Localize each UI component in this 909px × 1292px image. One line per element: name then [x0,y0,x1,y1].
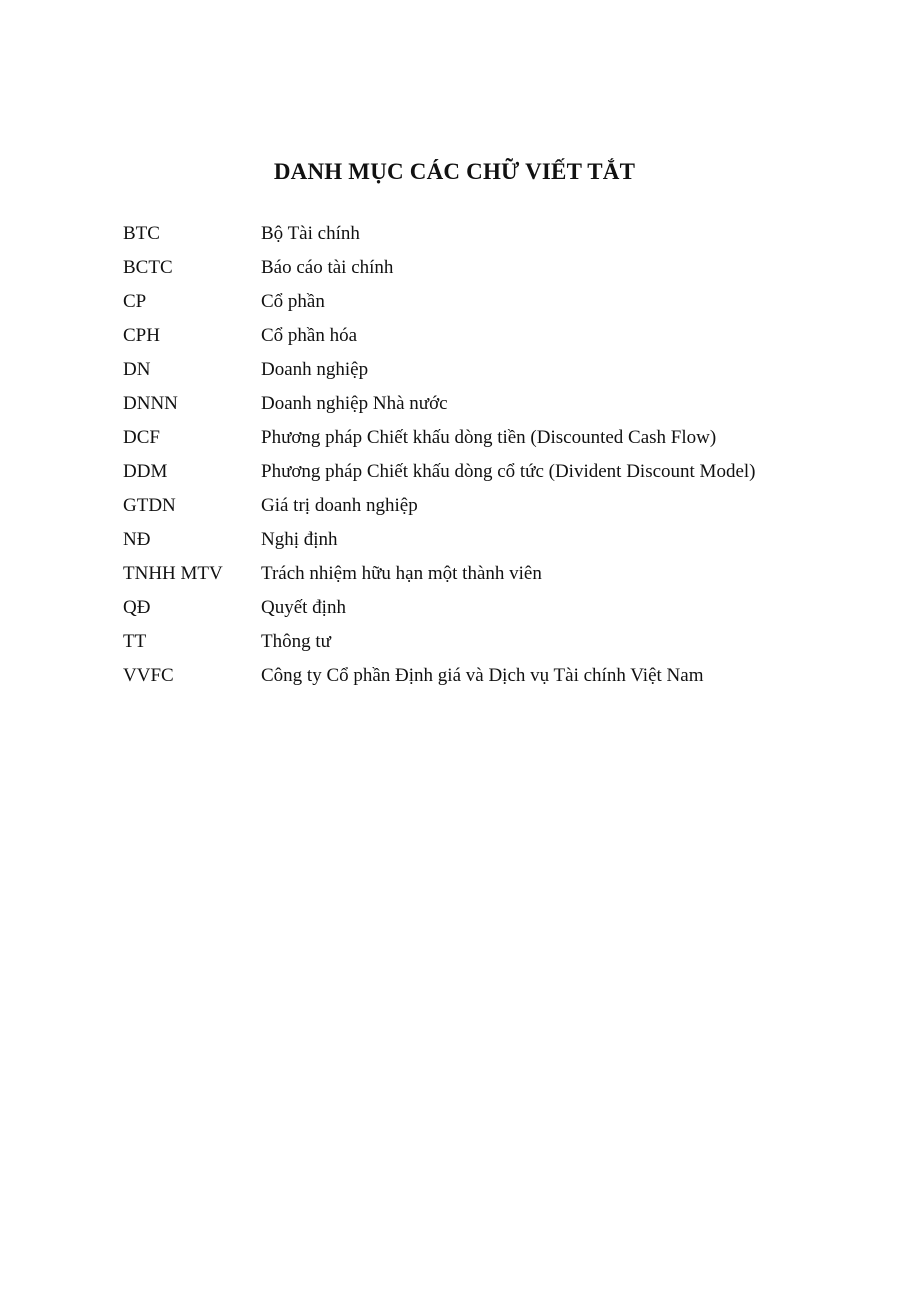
abbreviation-term: GTDN [123,495,176,516]
abbreviation-definition: Doanh nghiệp Nhà nước [261,393,448,414]
abbreviation-term: DDM [123,461,168,482]
abbreviation-row [123,455,823,489]
abbreviation-term: BTC [123,223,160,244]
abbreviation-row [123,659,823,693]
abbreviation-row [123,591,823,625]
abbreviation-row [123,625,823,659]
abbreviation-definition: Nghị định [261,529,338,550]
abbreviation-definition: Phương pháp Chiết khấu dòng tiền (Discounted Cash Flow) [261,427,717,448]
abbreviation-list [123,217,823,693]
abbreviation-definition: Bộ Tài chính [261,223,360,244]
abbreviation-definition: Giá trị doanh nghiệp [261,495,418,516]
abbreviation-definition: Phương pháp Chiết khấu dòng cổ tức (Divident Discount Model) [261,461,756,482]
abbreviation-term: DNNN [123,393,178,414]
abbreviation-definition: Trách nhiệm hữu hạn một thành viên [261,563,542,584]
abbreviation-row [123,217,823,251]
abbreviation-row [123,489,823,523]
abbreviation-row [123,387,823,421]
abbreviation-row [123,285,823,319]
abbreviation-definition: Công ty Cổ phần Định giá và Dịch vụ Tài chính Việt Nam [261,665,704,686]
abbreviation-row [123,319,823,353]
abbreviation-row [123,421,823,455]
abbreviation-term: CP [123,291,147,312]
abbreviation-definition: Cổ phần [261,291,325,312]
abbreviation-term: BCTC [123,257,173,278]
abbreviation-term: TT [123,631,147,652]
abbreviation-term: CPH [123,325,160,346]
abbreviation-definition: Cổ phần hóa [261,325,358,346]
abbreviation-row [123,353,823,387]
abbreviation-term: NĐ [123,529,151,550]
abbreviation-definition: Thông tư [261,631,331,652]
abbreviation-row [123,523,823,557]
abbreviation-term: QĐ [123,597,151,618]
abbreviation-definition: Báo cáo tài chính [261,257,394,278]
abbreviation-term: VVFC [123,665,174,686]
abbreviation-term: DN [123,359,151,380]
page-title: DANH MỤC CÁC CHỮ VIẾT TẮT [273,159,636,185]
abbreviation-row [123,251,823,285]
abbreviation-definition: Quyết định [261,597,346,618]
abbreviation-row [123,557,823,591]
abbreviation-definition: Doanh nghiệp [261,359,369,380]
abbreviation-term: DCF [123,427,160,448]
abbreviation-term: TNHH MTV [123,563,223,584]
